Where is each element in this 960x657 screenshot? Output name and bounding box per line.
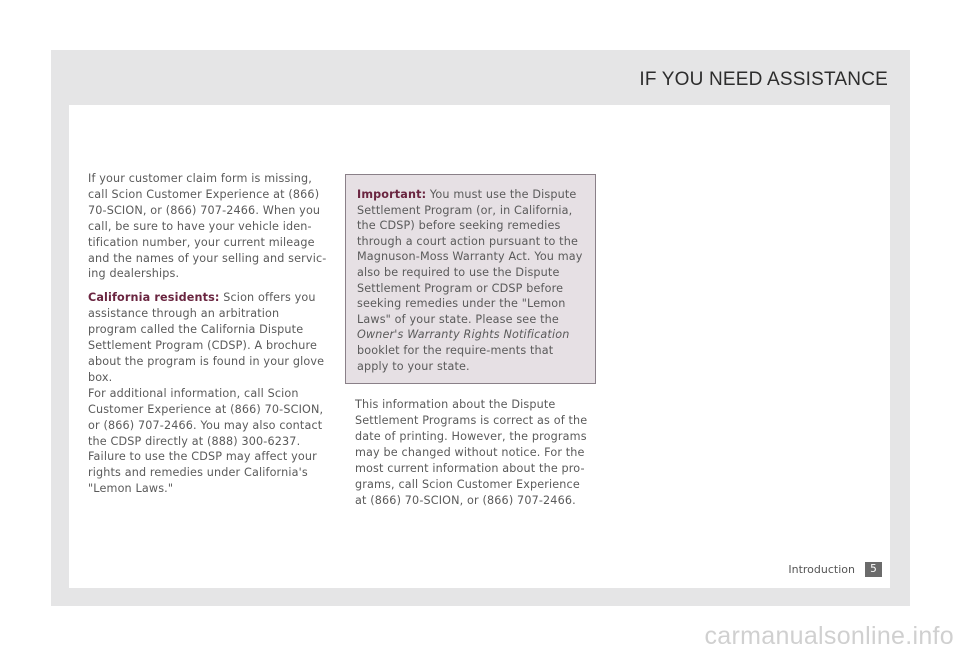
california-paragraph xyxy=(88,290,328,385)
watermark: carmanualsonline.info xyxy=(704,622,954,650)
booklet-title: Owner's Warranty Rights Notification xyxy=(357,328,570,342)
claim-form-paragraph: If your customer claim form is missing, call Scion Customer Experience at (866) 70-SCION, or (866) 707-2466. When you call, be sure to have your vehicle iden-tification number, your current mileage and the names of your selling and servic-ing dealerships. xyxy=(88,172,327,281)
important-label: Important: xyxy=(357,188,427,201)
important-text-2: booklet for the require-ments that apply to your state. xyxy=(357,343,554,373)
additional-info-paragraph: For additional information, call Scion Customer Experience at (866) 70-SCION, or (866) 707-2466. You may also contact the CDSP directly at (888) 300-6237. Failure to use the CDSP may affect your rights and remedies under California's "Lemon Laws." xyxy=(88,386,324,496)
california-label: California residents: xyxy=(88,291,220,305)
right-column xyxy=(355,397,595,509)
important-callout xyxy=(345,174,596,384)
dispute-info-paragraph: This information about the Dispute Settlement Programs is correct as of the date of printing. However, the programs may be changed without notice. For the most current information about the pro-grams, call Scion Customer Experience at (866) 70-SCION, or (866) 707-2466. xyxy=(355,398,588,507)
page-number: 5 xyxy=(865,562,882,577)
left-column xyxy=(88,171,328,505)
california-text: Scion offers you assistance through an arbitration program called the California Dispute Settlement Program (CDSP). A brochure about the program is found in your glove box. xyxy=(88,291,325,384)
page-title: IF YOU NEED ASSISTANCE xyxy=(639,69,888,90)
page-footer xyxy=(788,562,882,577)
footer-section-label: Introduction xyxy=(788,563,855,576)
important-text-1: You must use the Dispute Settlement Program (or, in California, the CDSP) before seeking remedies through a court action pursuant to the Magnuson-Moss Warranty Act. You may also be required to use the Dispute Settlement Program or CDSP before seeking remedies under the "Lemon Laws" of your state. Please see the xyxy=(357,188,583,326)
